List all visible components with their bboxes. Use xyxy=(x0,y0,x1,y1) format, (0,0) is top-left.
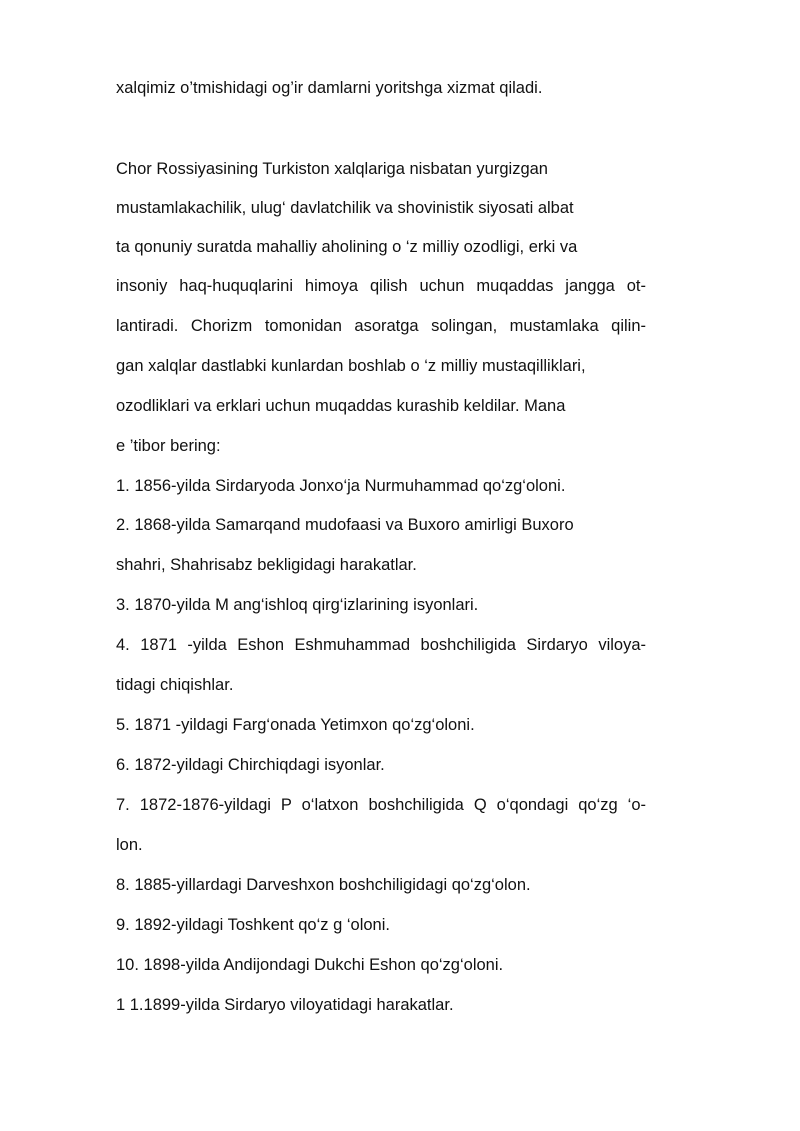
list-item-8: 8. 1885-yillardagi Darveshxon boshchiligidagi qo‘zg‘olon. xyxy=(116,876,531,894)
list-item-4: 4. 1871 -yilda Eshon Eshmuhammad boshchiligida Sirdaryo viloya- xyxy=(116,636,646,654)
list-item-2-continued: shahri, Shahrisabz bekligidagi harakatlar. xyxy=(116,556,417,574)
list-item-5: 5. 1871 -yildagi Farg‘onada Yetimxon qo‘zg‘oloni. xyxy=(116,716,475,734)
paragraph-line-8: e ’tibor bering: xyxy=(116,437,221,455)
list-item-2: 2. 1868-yilda Samarqand mudofaasi va Buxoro amirligi Buxoro xyxy=(116,516,574,534)
list-item-11: 1 1.1899-yilda Sirdaryo viloyatidagi harakatlar. xyxy=(116,996,454,1014)
paragraph-line-5: lantiradi. Chorizm tomonidan asoratga solingan, mustamlaka qilin- xyxy=(116,317,646,335)
list-item-7: 7. 1872-1876-yildagi P o‘latxon boshchiligida Q o‘qondagi qo‘zg ‘o- xyxy=(116,796,646,814)
paragraph-line-6: gan xalqlar dastlabki kunlardan boshlab o ‘z milliy mustaqilliklari, xyxy=(116,357,586,375)
intro-line: xalqimiz o’tmishidagi og’ir damlarni yoritshga xizmat qiladi. xyxy=(116,79,543,97)
paragraph-line-3: ta qonuniy suratda mahalliy aholining o ‘z milliy ozodligi, erki va xyxy=(116,238,578,256)
list-item-10: 10. 1898-yilda Andijondagi Dukchi Eshon qo‘zg‘oloni. xyxy=(116,956,504,974)
list-item-6: 6. 1872-yildagi Chirchiqdagi isyonlar. xyxy=(116,756,385,774)
list-item-9: 9. 1892-yildagi Toshkent qo‘z g ‘oloni. xyxy=(116,916,390,934)
list-item-3: 3. 1870-yilda M ang‘ishloq qirg‘izlarining isyonlari. xyxy=(116,596,479,614)
list-item-4-continued: tidagi chiqishlar. xyxy=(116,676,234,694)
paragraph-line-7: ozodliklari va erklari uchun muqaddas kurashib keldilar. Mana xyxy=(116,397,566,415)
paragraph-line-4: insoniy haq-huquqlarini himoya qilish uchun muqaddas jangga ot- xyxy=(116,277,646,295)
paragraph-line-2: mustamlakachilik, ulug‘ davlatchilik va shovinistik siyosati albat xyxy=(116,199,574,217)
list-item-1: 1. 1856-yilda Sirdaryoda Jonxo‘ja Nurmuhammad qo‘zg‘oloni. xyxy=(116,477,566,495)
list-item-7-continued: lon. xyxy=(116,836,143,854)
paragraph-line-1: Chor Rossiyasining Turkiston xalqlariga nisbatan yurgizgan xyxy=(116,160,548,178)
